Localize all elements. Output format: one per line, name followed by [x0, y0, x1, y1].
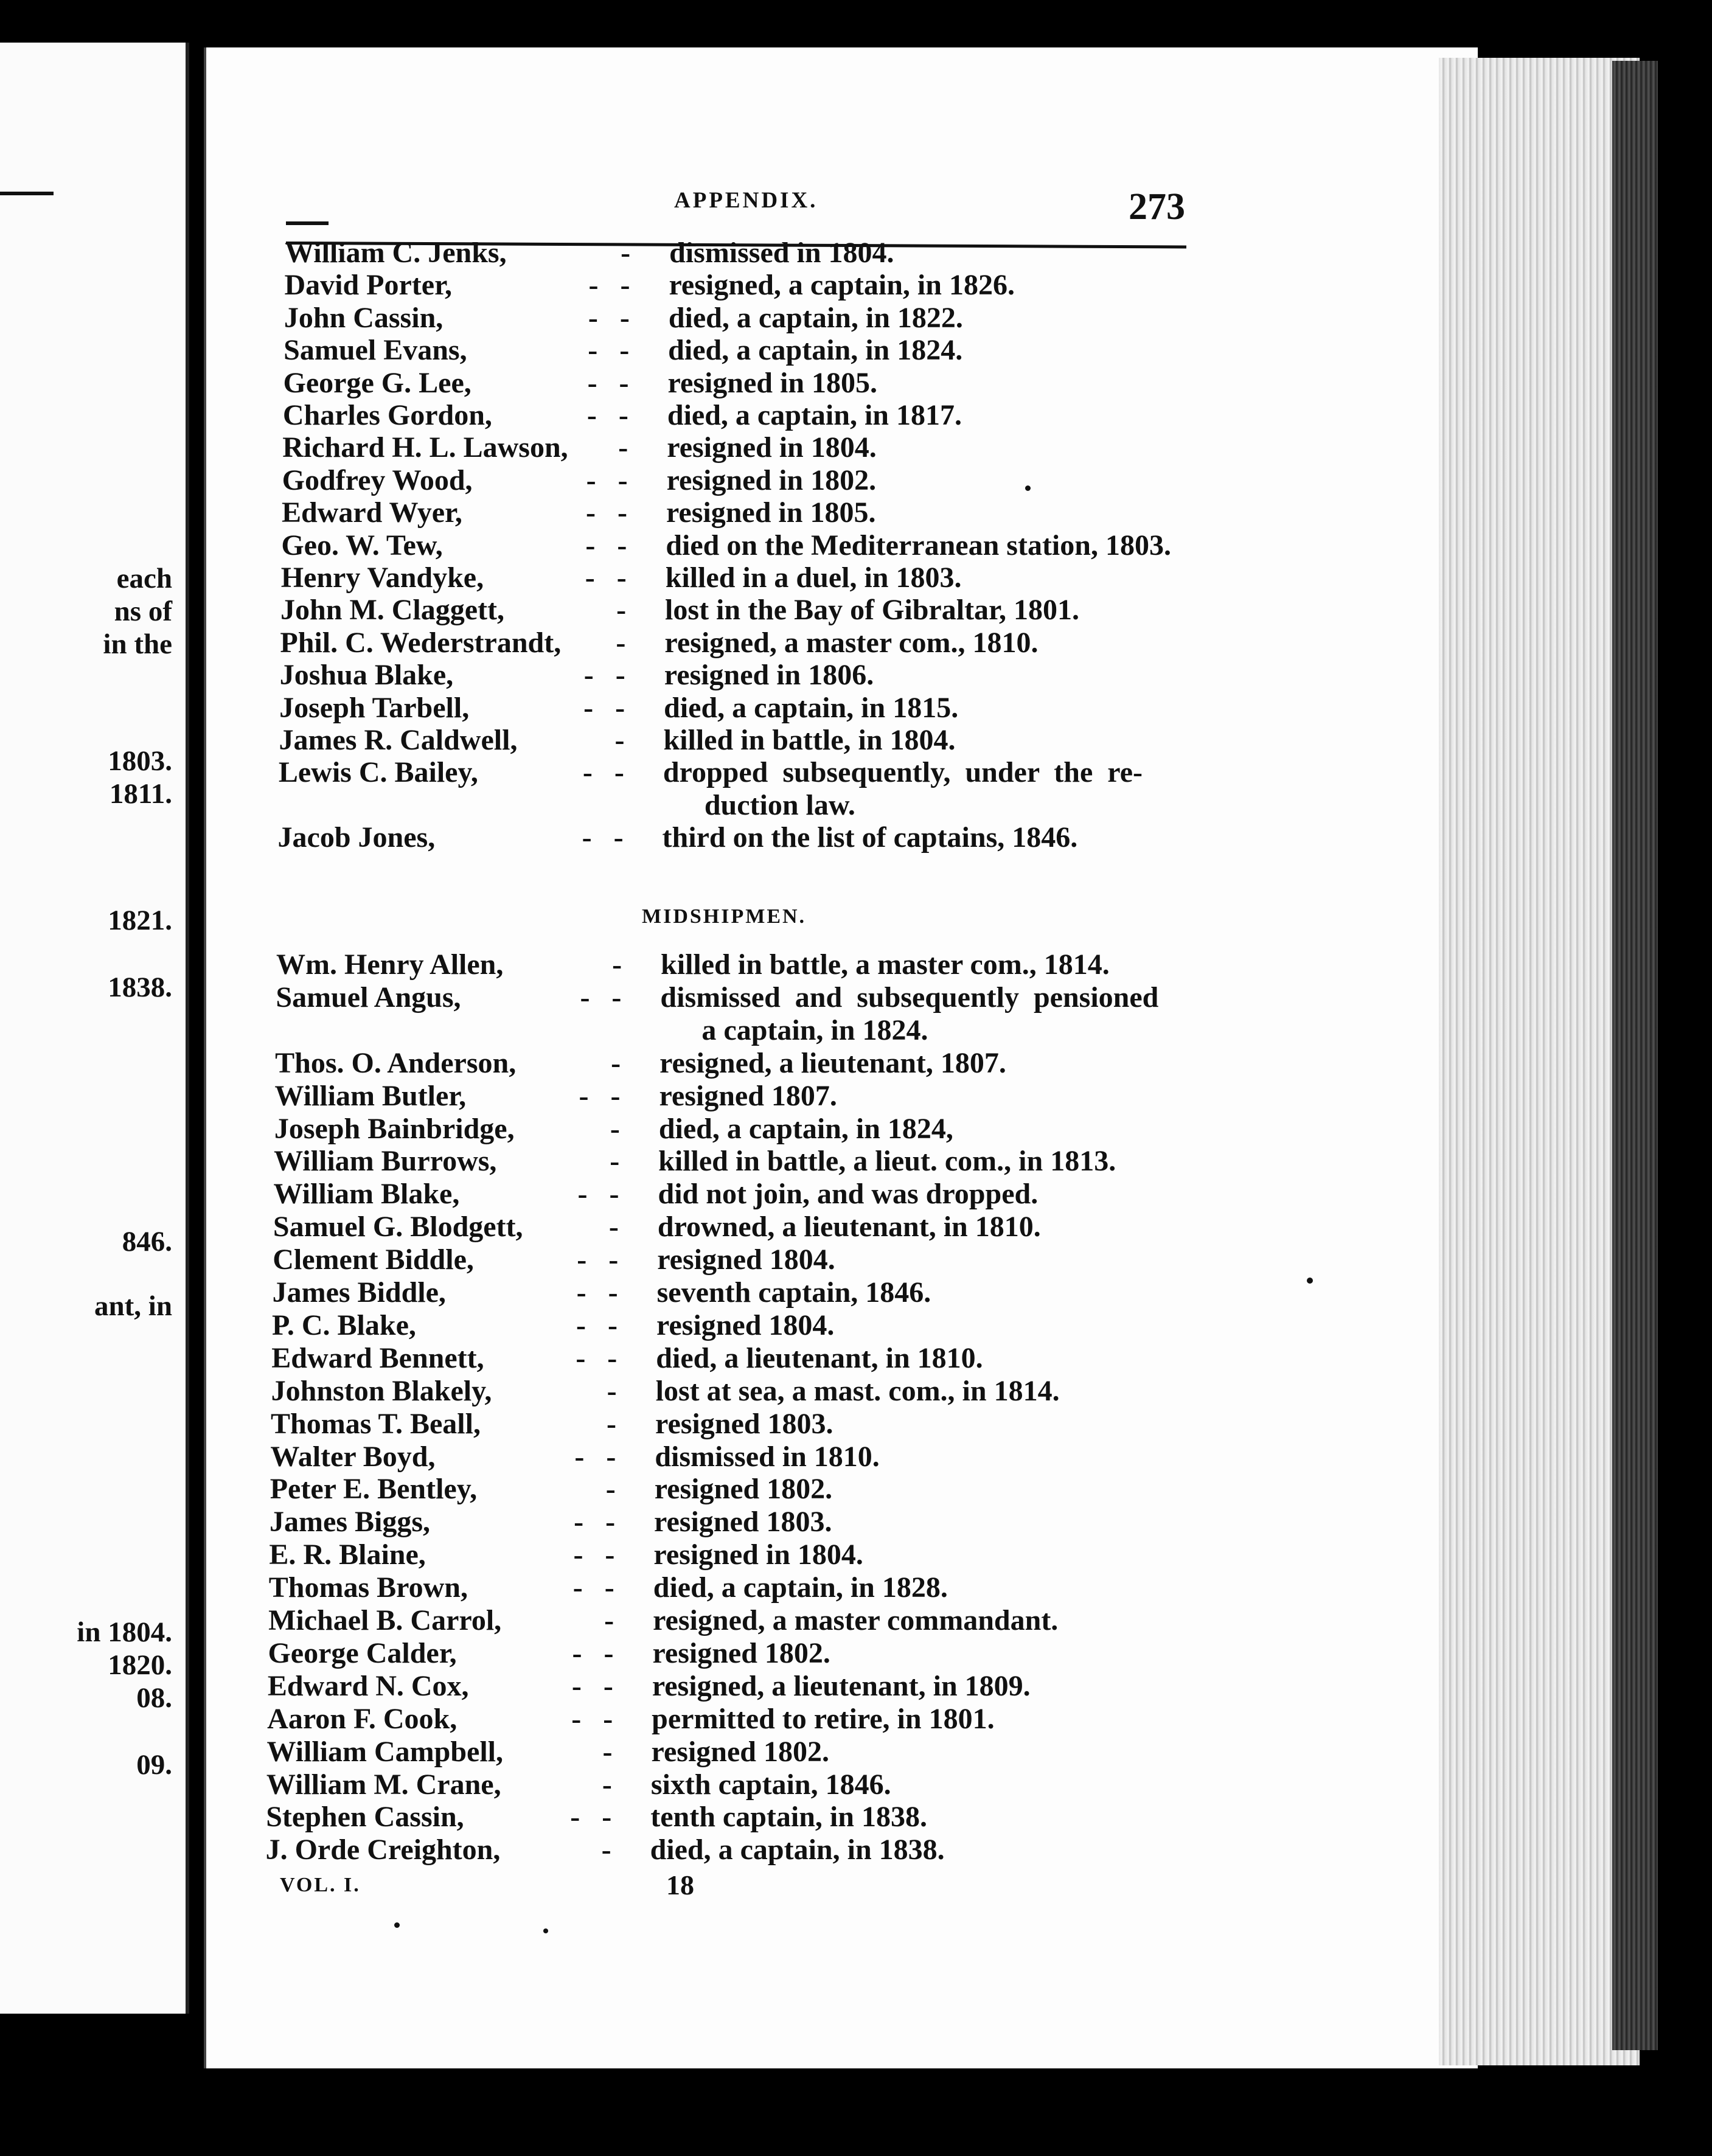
- table-row: [283, 366, 1208, 401]
- disposition-text: killed in a duel, in 1803.: [665, 562, 962, 594]
- table-row: [272, 1311, 1197, 1344]
- disposition-text: resigned in 1804.: [653, 1539, 863, 1571]
- table-row: [269, 1573, 1194, 1606]
- officer-name: William Blake,: [273, 1178, 460, 1211]
- officer-name: Joshua Blake,: [279, 659, 454, 692]
- disposition-text: died, a lieutenant, in 1810.: [656, 1341, 983, 1374]
- leader-dashes: - -: [582, 756, 624, 789]
- leader-dashes: -: [614, 724, 625, 756]
- officer-name: Clement Biddle,: [273, 1243, 474, 1276]
- disposition-text: resigned in 1805.: [667, 366, 878, 399]
- table-row: [267, 1702, 1192, 1737]
- table-row: [270, 1442, 1195, 1475]
- disposition-text: did not join, and was dropped.: [658, 1178, 1039, 1211]
- leader-dashes: - -: [586, 496, 627, 529]
- leader-dashes: - -: [586, 399, 628, 431]
- leader-dashes: -: [607, 1407, 616, 1440]
- disposition-text: killed in battle, a master com., 1814.: [661, 948, 1110, 981]
- leader-dashes: - -: [587, 366, 629, 399]
- leader-dashes: - -: [583, 691, 625, 724]
- disposition-text: resigned, a lieutenant, in 1809.: [652, 1669, 1031, 1702]
- left-page-fragment: 846.: [122, 1226, 172, 1257]
- disposition-text: resigned 1802.: [652, 1636, 830, 1669]
- officer-name: Aaron F. Cook,: [267, 1702, 458, 1735]
- table-row: [266, 1803, 1191, 1835]
- officer-name: James Biggs,: [270, 1506, 431, 1539]
- leader-dashes: - -: [583, 659, 625, 692]
- leader-dashes: - -: [588, 269, 630, 302]
- leader-dashes: - -: [570, 1801, 612, 1834]
- leader-dashes: - -: [580, 981, 622, 1014]
- disposition-text: resigned 1802.: [654, 1473, 833, 1506]
- folio-number: 18: [666, 1869, 694, 1900]
- left-page-fragment: each: [116, 563, 172, 594]
- officer-name: Charles Gordon,: [282, 399, 492, 431]
- officer-name: Samuel Angus,: [276, 981, 461, 1014]
- table-row: [280, 628, 1205, 661]
- leader-dashes: -: [601, 1834, 611, 1866]
- left-page-fragment: 09.: [136, 1749, 172, 1781]
- officer-name: P. C. Blake,: [271, 1309, 416, 1341]
- disposition-text: died, a captain, in 1817.: [667, 399, 962, 431]
- officer-name: Thomas Brown,: [268, 1571, 468, 1604]
- table-row: [282, 433, 1207, 465]
- officer-name: Lewis C. Bailey,: [278, 756, 478, 789]
- table-row: [267, 1669, 1192, 1705]
- leader-dashes: -: [604, 1604, 614, 1636]
- disposition-text: died, a captain, in 1824.: [668, 334, 963, 367]
- officer-name: William Campbell,: [266, 1735, 504, 1768]
- leader-dashes: - -: [585, 529, 627, 562]
- table-row: [279, 691, 1204, 726]
- table-row: [276, 950, 1201, 983]
- disposition-text: tenth captain, in 1838.: [650, 1801, 927, 1834]
- disposition-text: resigned 1803.: [654, 1506, 832, 1539]
- disposition-text: dropped subsequently, under the re-: [663, 756, 1143, 789]
- table-row: [285, 238, 1209, 271]
- table-row: [274, 1147, 1199, 1180]
- ink-speck: [1025, 485, 1031, 491]
- disposition-text: resigned in 1804.: [667, 431, 877, 464]
- leader-dashes: - -: [572, 1571, 614, 1604]
- table-row: [269, 1540, 1194, 1573]
- disposition-text: resigned in 1806.: [664, 659, 874, 692]
- table-row: [282, 498, 1206, 530]
- officer-name: Michael B. Carrol,: [268, 1604, 502, 1636]
- table-row: [284, 271, 1209, 303]
- table-row: [270, 1475, 1195, 1507]
- disposition-text: died, a captain, in 1815.: [664, 691, 959, 724]
- left-page-fragment: ns of: [114, 596, 172, 627]
- leader-dashes: - -: [577, 1243, 619, 1276]
- officer-name: Joseph Tarbell,: [279, 691, 470, 724]
- officer-name: Thomas T. Beall,: [271, 1407, 481, 1440]
- leader-dashes: - -: [573, 1539, 615, 1571]
- officer-name: William C. Jenks,: [285, 237, 507, 269]
- leader-dashes: - -: [585, 562, 627, 594]
- table-row: [273, 1245, 1197, 1278]
- left-page-fragment: 1838.: [108, 972, 172, 1003]
- leader-dashes: -: [618, 431, 628, 464]
- table-row: [276, 983, 1200, 1049]
- officer-name: George G. Lee,: [283, 366, 471, 399]
- left-page-fragment: 08.: [136, 1682, 172, 1714]
- disposition-text: died, a captain, in 1822.: [668, 301, 963, 334]
- disposition-text: resigned, a captain, in 1826.: [669, 269, 1015, 302]
- left-page-fragment: 1820.: [108, 1649, 172, 1681]
- ink-speck: [394, 1922, 400, 1928]
- disposition-text: killed in battle, a lieut. com., in 1813.: [658, 1145, 1116, 1178]
- disposition-text: resigned in 1802.: [666, 464, 877, 496]
- disposition-text: lost in the Bay of Gibraltar, 1801.: [665, 594, 1079, 627]
- left-page-rule: [0, 192, 54, 195]
- table-row: [271, 1407, 1195, 1442]
- page-number: 273: [1129, 186, 1185, 228]
- officer-name: Geo. W. Tew,: [281, 529, 443, 562]
- leader-dashes: - -: [574, 1506, 616, 1539]
- leader-dashes: - -: [576, 1309, 618, 1341]
- disposition-text: resigned in 1805.: [666, 496, 876, 529]
- table-row: [283, 401, 1208, 433]
- disposition-text: died, a captain, in 1824,: [658, 1112, 953, 1145]
- table-row: [281, 531, 1206, 563]
- officer-name: James R. Caldwell,: [279, 724, 518, 756]
- officer-name: John Cassin,: [284, 301, 444, 334]
- officer-name: Johnston Blakely,: [271, 1374, 492, 1407]
- table-row: [278, 823, 1203, 855]
- disposition-text: seventh captain, 1846.: [656, 1276, 931, 1309]
- leader-dashes: - -: [574, 1440, 616, 1473]
- left-page-fragment: 1821.: [108, 905, 172, 936]
- officer-name: George Calder,: [268, 1636, 457, 1669]
- officer-name: Godfrey Wood,: [282, 464, 473, 496]
- disposition-text: resigned, a lieutenant, 1807.: [659, 1046, 1006, 1079]
- officer-name: William M. Crane,: [266, 1768, 501, 1801]
- table-row: [279, 758, 1203, 823]
- leader-dashes: - -: [579, 1079, 621, 1112]
- table-row: [270, 1507, 1194, 1540]
- ink-speck: [543, 1928, 548, 1933]
- officer-name: William Burrows,: [274, 1145, 497, 1178]
- ink-speck: [1307, 1278, 1313, 1284]
- header-dash: [286, 221, 329, 225]
- officer-name: Joseph Bainbridge,: [274, 1112, 515, 1145]
- officer-name: Peter E. Bentley,: [270, 1473, 478, 1506]
- officer-name: James Biddle,: [272, 1276, 446, 1309]
- leader-dashes: - -: [571, 1669, 613, 1702]
- disposition-text: killed in battle, in 1804.: [663, 724, 956, 756]
- leader-dashes: -: [621, 237, 631, 269]
- leader-dashes: -: [605, 1473, 616, 1506]
- left-page-fragment: in the: [103, 628, 172, 660]
- leader-dashes: - -: [576, 1341, 618, 1374]
- table-row: [280, 661, 1205, 693]
- officer-name: Henry Vandyke,: [280, 562, 484, 594]
- page-stack-shadow: [1612, 61, 1658, 2050]
- leader-dashes: -: [607, 1374, 617, 1407]
- left-page-fragment: in 1804.: [77, 1616, 172, 1648]
- running-head: APPENDIX.: [674, 188, 818, 213]
- disposition-text: drowned, a lieutenant, in 1810.: [657, 1211, 1041, 1243]
- officer-name: J. Orde Creighton,: [265, 1834, 501, 1866]
- disposition-text: a captain, in 1824.: [701, 1014, 928, 1046]
- table-row: [284, 301, 1209, 336]
- leader-dashes: - -: [582, 821, 624, 854]
- disposition-text: resigned 1807.: [659, 1079, 837, 1112]
- disposition-text: resigned 1804.: [657, 1243, 835, 1276]
- table-row: [266, 1835, 1191, 1868]
- leader-dashes: - -: [588, 334, 630, 367]
- disposition-text: sixth captain, 1846.: [650, 1768, 891, 1801]
- table-row: [284, 336, 1208, 368]
- leader-dashes: -: [611, 1046, 621, 1079]
- officer-name: David Porter,: [284, 269, 452, 302]
- officer-name: E. R. Blaine,: [269, 1539, 426, 1571]
- table-row: [279, 726, 1203, 758]
- table-row: [271, 1374, 1196, 1410]
- leader-dashes: - -: [577, 1178, 619, 1211]
- officer-name: Samuel G. Blodgett,: [273, 1211, 523, 1243]
- table-row: [268, 1636, 1192, 1672]
- officer-name: John M. Claggett,: [280, 594, 505, 627]
- leader-dashes: - -: [576, 1276, 618, 1309]
- disposition-text: lost at sea, a mast. com., in 1814.: [655, 1374, 1060, 1407]
- table-row: [280, 596, 1205, 628]
- table-row: [273, 1212, 1198, 1245]
- table-row: [274, 1180, 1199, 1212]
- table-row: [266, 1770, 1191, 1803]
- signature-mark: VOL. I.: [280, 1874, 361, 1896]
- officer-name: Jacob Jones,: [277, 821, 436, 854]
- officer-name: Richard H. L. Lawson,: [282, 431, 568, 464]
- disposition-text: duction law.: [704, 788, 855, 821]
- officer-name: Edward Bennett,: [271, 1341, 484, 1374]
- table-row: [281, 563, 1206, 596]
- officer-name: Phil. C. Wederstrandt,: [280, 626, 562, 659]
- table-row: [273, 1278, 1197, 1311]
- leader-dashes: -: [610, 1112, 620, 1145]
- officer-name: Samuel Evans,: [284, 334, 467, 367]
- left-page-fragment: ant, in: [94, 1290, 172, 1322]
- officer-name: Wm. Henry Allen,: [276, 948, 504, 981]
- leader-dashes: - -: [588, 301, 630, 334]
- disposition-text: resigned, a master commandant.: [653, 1604, 1059, 1636]
- leader-dashes: -: [610, 1145, 620, 1178]
- disposition-text: third on the list of captains, 1846.: [662, 821, 1078, 854]
- leader-dashes: - -: [586, 464, 628, 496]
- officer-name: Thos. O. Anderson,: [275, 1046, 517, 1079]
- disposition-text: permitted to retire, in 1801.: [652, 1702, 995, 1735]
- table-row: [274, 1112, 1199, 1147]
- leader-dashes: -: [602, 1735, 613, 1768]
- leader-dashes: -: [608, 1211, 619, 1243]
- leader-dashes: - -: [572, 1636, 614, 1669]
- section-heading: MIDSHIPMEN.: [642, 905, 807, 928]
- table-row: [271, 1341, 1196, 1377]
- disposition-text: resigned, a master com., 1810.: [664, 626, 1039, 659]
- disposition-text: resigned 1802.: [651, 1735, 829, 1768]
- table-row: [268, 1606, 1193, 1639]
- officer-name: Edward N. Cox,: [267, 1669, 469, 1702]
- disposition-text: resigned 1804.: [656, 1309, 835, 1341]
- leader-dashes: -: [602, 1768, 612, 1801]
- disposition-text: died, a captain, in 1838.: [650, 1834, 945, 1866]
- officer-name: William Butler,: [274, 1079, 467, 1112]
- disposition-text: dismissed in 1810.: [655, 1440, 880, 1473]
- disposition-text: dismissed in 1804.: [669, 237, 894, 269]
- page-stack-edges: [1439, 58, 1640, 2065]
- table-row: [282, 466, 1207, 498]
- officer-name: Walter Boyd,: [270, 1440, 436, 1473]
- disposition-text: died, a captain, in 1828.: [653, 1571, 948, 1604]
- left-page-fragment: 1811.: [109, 778, 172, 810]
- disposition-text: dismissed and subsequently pensioned: [660, 981, 1159, 1014]
- officer-name: Edward Wyer,: [281, 496, 462, 529]
- table-row: [267, 1737, 1192, 1770]
- left-page-fragment: 1803.: [108, 745, 172, 777]
- leader-dashes: -: [616, 626, 626, 659]
- officer-name: Stephen Cassin,: [266, 1801, 464, 1834]
- leader-dashes: -: [616, 594, 627, 627]
- leader-dashes: - -: [571, 1702, 613, 1735]
- table-row: [274, 1079, 1199, 1115]
- leader-dashes: -: [612, 948, 622, 981]
- left-facing-page: [0, 43, 189, 2014]
- disposition-text: died on the Mediterranean station, 1803.: [666, 529, 1171, 562]
- disposition-text: resigned 1803.: [655, 1407, 833, 1440]
- table-row: [275, 1046, 1200, 1082]
